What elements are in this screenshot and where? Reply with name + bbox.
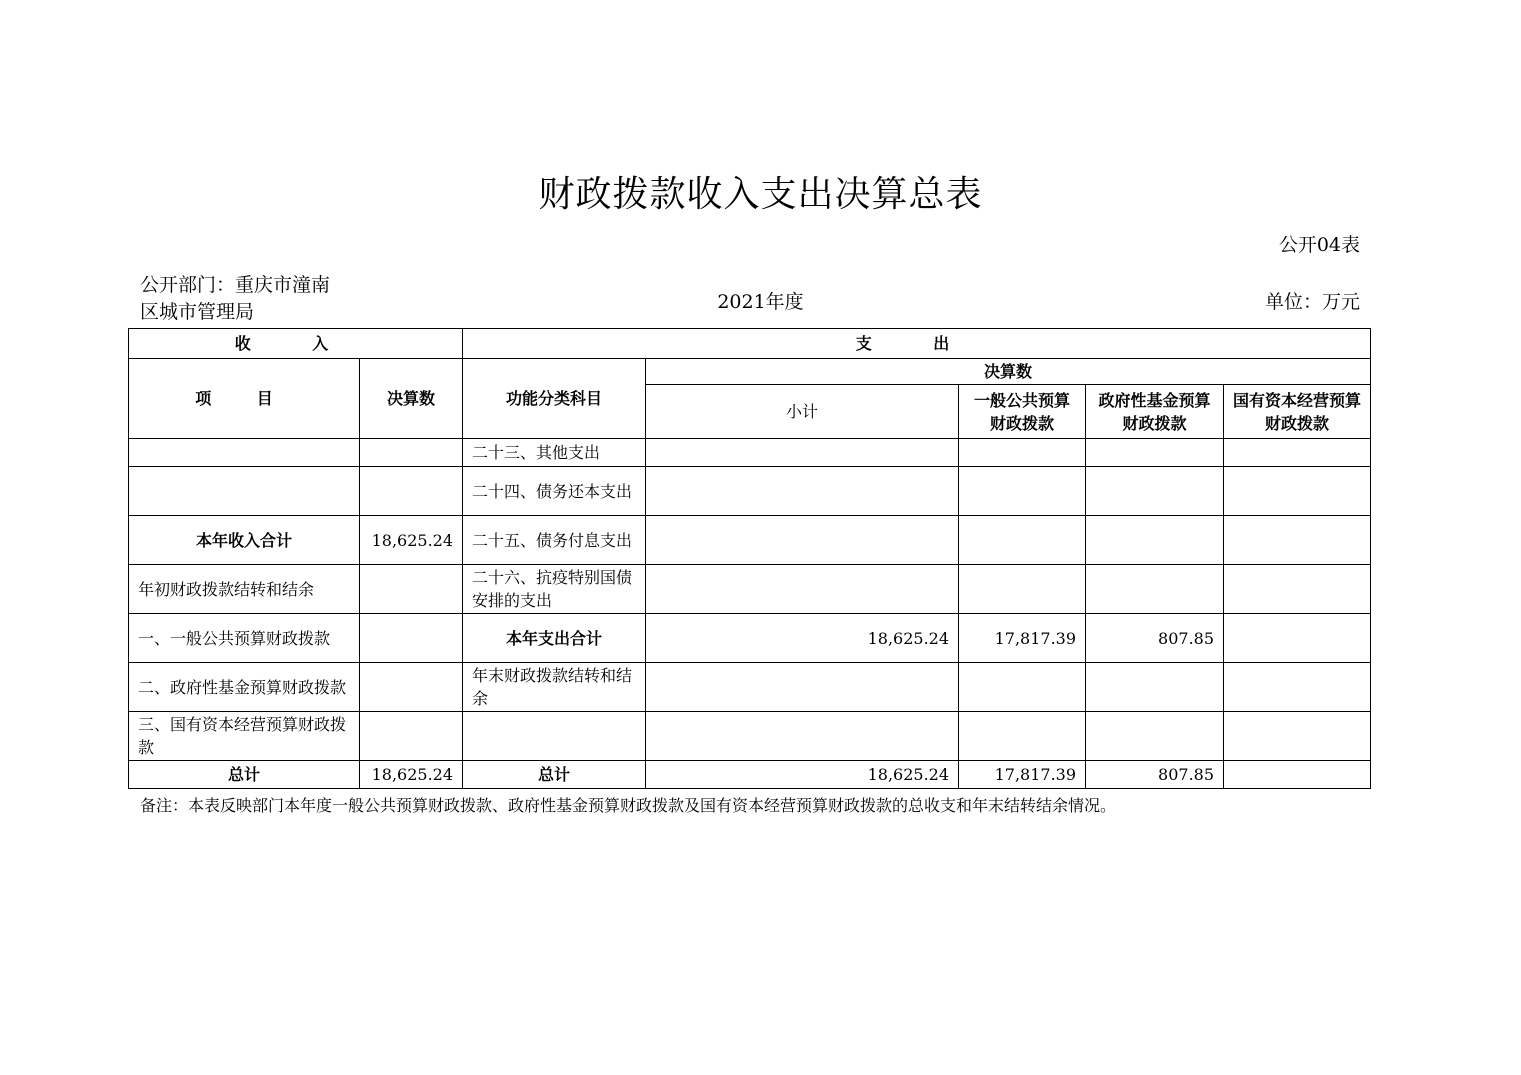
item-cell: 年初财政拨款结转和结余 [129, 565, 360, 614]
header-row-1 [129, 329, 1371, 359]
func-cell: 总计 [463, 761, 646, 789]
func-cell: 年末财政拨款结转和结余 [463, 663, 646, 712]
subtotal-cell [646, 712, 959, 761]
item-cell: 二、政府性基金预算财政拨款 [129, 663, 360, 712]
gov-fund-header: 政府性基金预算财政拨款 [1086, 385, 1224, 439]
general-cell [959, 467, 1086, 516]
fiscal-year: 2021年度 [717, 291, 804, 313]
footnote: 备注：本表反映部门本年度一般公共预算财政拨款、政府性基金预算财政拨款及国有资本经营预算财政拨款的总收支和年末结转结余情况。 [140, 796, 1117, 815]
func-cell: 二十三、其他支出 [463, 439, 646, 467]
table-row [129, 439, 1371, 467]
subtotal-cell [646, 467, 959, 516]
final-amount-header: 决算数 [646, 359, 1371, 385]
fund-cell [1086, 467, 1224, 516]
fund-cell: 807.85 [1086, 761, 1224, 789]
amount-cell [360, 565, 463, 614]
table-row [129, 614, 1371, 663]
state-cell [1224, 516, 1371, 565]
fund-cell: 807.85 [1086, 614, 1224, 663]
item-cell: 本年收入合计 [129, 516, 360, 565]
item-header: 项 目 [129, 359, 360, 439]
func-cell: 二十五、债务付息支出 [463, 516, 646, 565]
state-cell [1224, 439, 1371, 467]
general-cell [959, 565, 1086, 614]
subtotal-cell [646, 516, 959, 565]
state-cell [1224, 565, 1371, 614]
amount-cell [360, 663, 463, 712]
fund-cell [1086, 565, 1224, 614]
subtotal-cell [646, 663, 959, 712]
amount-cell [360, 712, 463, 761]
table-row [129, 663, 1371, 712]
department-label: 公开部门：重庆市潼南区城市管理局 [140, 274, 331, 323]
item-cell [129, 439, 360, 467]
func-cell [463, 712, 646, 761]
general-cell [959, 439, 1086, 467]
amount-cell [360, 439, 463, 467]
table-row [129, 712, 1371, 761]
general-cell: 17,817.39 [959, 761, 1086, 789]
expense-header: 支 出 [463, 329, 1371, 359]
fund-cell [1086, 439, 1224, 467]
state-cell [1224, 761, 1371, 789]
subtotal-cell: 18,625.24 [646, 761, 959, 789]
func-cell: 二十四、债务还本支出 [463, 467, 646, 516]
item-cell: 三、国有资本经营预算财政拨款 [129, 712, 360, 761]
amount-header: 决算数 [360, 359, 463, 439]
state-cell [1224, 467, 1371, 516]
table-row [129, 467, 1371, 516]
general-cell [959, 516, 1086, 565]
state-cell [1224, 712, 1371, 761]
fund-cell [1086, 712, 1224, 761]
general-cell [959, 663, 1086, 712]
budget-table [128, 328, 1371, 789]
page-title: 财政拨款收入支出决算总表 [538, 174, 983, 215]
item-cell: 一、一般公共预算财政拨款 [129, 614, 360, 663]
general-cell [959, 712, 1086, 761]
subtotal-cell [646, 439, 959, 467]
state-capital-header: 国有资本经营预算财政拨款 [1224, 385, 1371, 439]
unit-label: 单位：万元 [1264, 291, 1360, 313]
table-row [129, 516, 1371, 565]
general-cell: 17,817.39 [959, 614, 1086, 663]
header-row-2 [129, 359, 1371, 385]
table-row [129, 565, 1371, 614]
subtotal-cell [646, 565, 959, 614]
amount-cell [360, 614, 463, 663]
subtotal-header: 小计 [646, 385, 959, 439]
amount-cell: 18,625.24 [360, 516, 463, 565]
subtotal-cell: 18,625.24 [646, 614, 959, 663]
item-cell [129, 467, 360, 516]
income-header: 收 入 [129, 329, 463, 359]
form-number: 公开04表 [1278, 234, 1360, 256]
fund-cell [1086, 516, 1224, 565]
state-cell [1224, 614, 1371, 663]
amount-cell [360, 467, 463, 516]
func-cell: 二十六、抗疫特别国债安排的支出 [463, 565, 646, 614]
general-budget-header: 一般公共预算财政拨款 [959, 385, 1086, 439]
state-cell [1224, 663, 1371, 712]
fund-cell [1086, 663, 1224, 712]
func-cell: 本年支出合计 [463, 614, 646, 663]
item-cell: 总计 [129, 761, 360, 789]
amount-cell: 18,625.24 [360, 761, 463, 789]
total-row [129, 761, 1371, 789]
function-category-header: 功能分类科目 [463, 359, 646, 439]
